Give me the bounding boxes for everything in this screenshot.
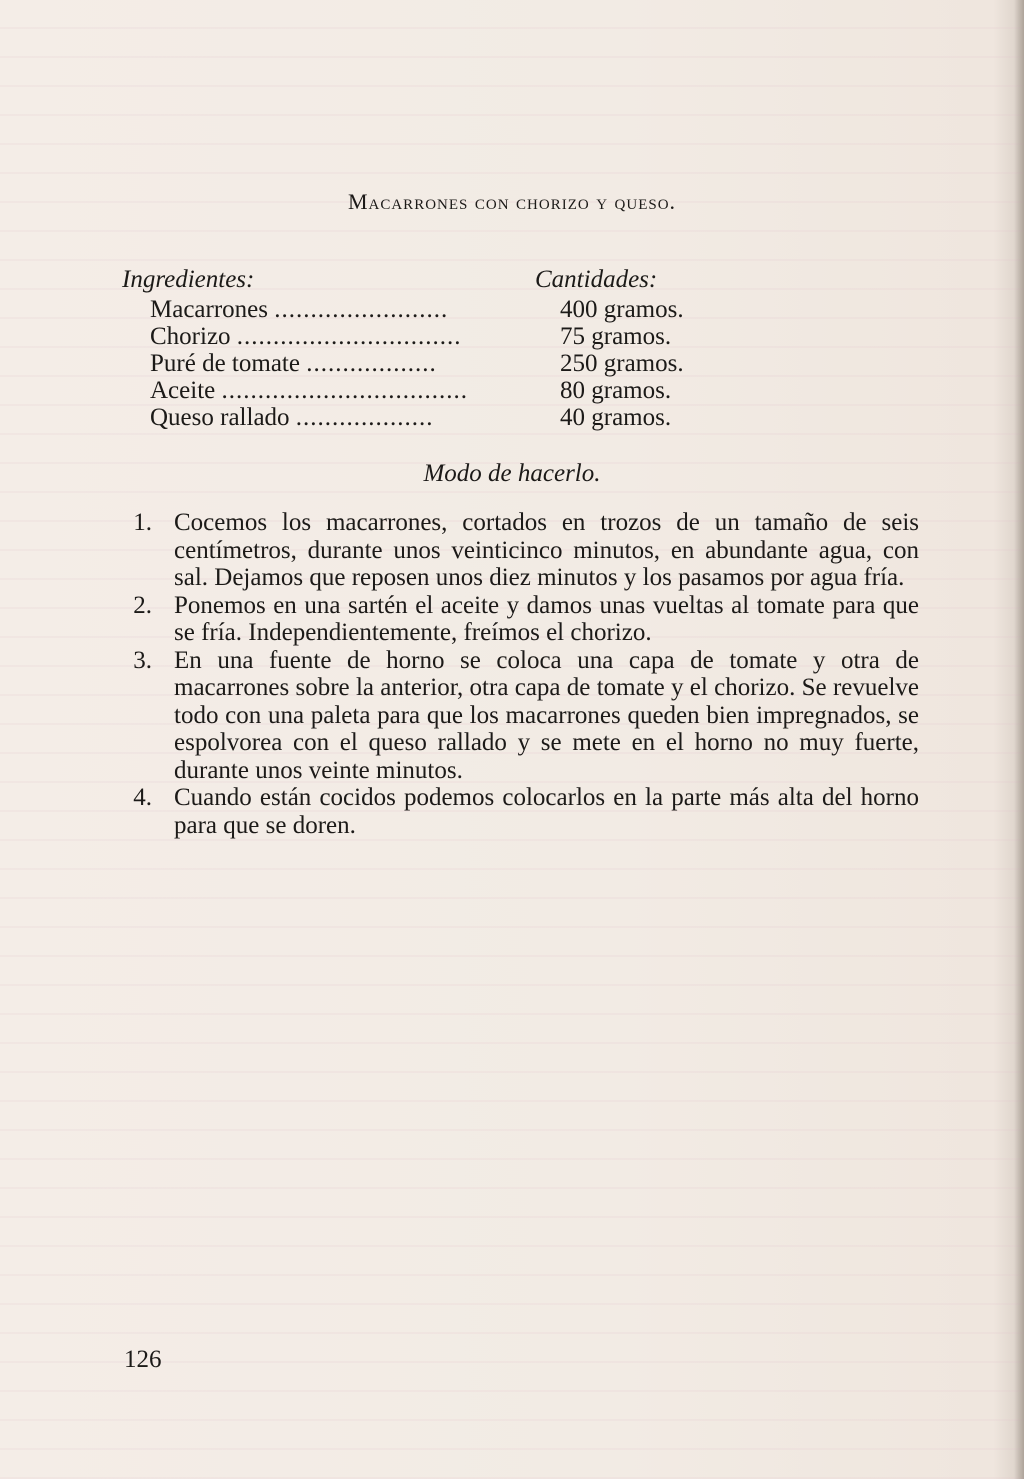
- step-number: 3.: [133, 646, 152, 674]
- ingredient-list: [150, 296, 730, 431]
- step-item: [124, 592, 919, 647]
- ingredient-name: Puré de tomate: [150, 350, 300, 377]
- step-number: 4.: [133, 784, 152, 811]
- ingredient-row: [150, 296, 730, 323]
- ingredient-name: Chorizo: [150, 323, 231, 350]
- step-text: Cocemos los macarrones, cortados en trozos de un tamaño de seis centímetros, durante unos veinticinco minutos, en abundante agua, con sal. Dejamos que reposen unos diez minutos y los pasamos por agua fría.: [174, 509, 919, 591]
- step-text: Ponemos en una sartén el aceite y damos unas vueltas al tomate para que se fría. Independientemente, freímos el chorizo.: [174, 591, 919, 646]
- step-list: [124, 509, 919, 839]
- step-item: [124, 509, 919, 592]
- ingredient-name: Queso rallado: [150, 404, 290, 431]
- leader-dots: ..................................: [221, 377, 468, 404]
- leader-dots: ........................: [274, 296, 449, 323]
- step-item: [124, 784, 919, 839]
- ingredient-quantity: 40 gramos.: [560, 404, 672, 431]
- ingredients-header: Ingredientes:: [122, 266, 255, 293]
- leader-dots: ...............................: [236, 323, 462, 350]
- ingredient-row: [150, 350, 730, 377]
- ingredient-quantity: 250 gramos.: [560, 350, 684, 377]
- ingredient-name: Aceite: [150, 377, 216, 404]
- step-number: 1.: [133, 509, 152, 536]
- page-edge-shadow: [1014, 0, 1024, 1479]
- ingredient-quantity: 80 gramos.: [560, 377, 672, 404]
- ingredient-row: [150, 323, 730, 350]
- recipe-title: Macarrones con chorizo y queso.: [347, 189, 677, 214]
- quantities-header: Cantidades:: [535, 266, 658, 293]
- leader-dots: ..................: [306, 350, 437, 377]
- method-title: Modo de hacerlo.: [423, 460, 601, 487]
- ingredient-quantity: 75 gramos.: [560, 323, 672, 350]
- ingredient-row: [150, 404, 730, 431]
- page-number: 126: [124, 1346, 162, 1373]
- leader-dots: ...................: [295, 404, 434, 431]
- ingredient-row: [150, 377, 730, 404]
- step-item: [124, 647, 919, 785]
- ingredient-name: Macarrones: [150, 296, 268, 323]
- step-text: Cuando están cocidos podemos colocarlos en la parte más alta del horno para que se doren.: [174, 784, 919, 839]
- step-text: En una fuente de horno se coloca una capa de tomate y otra de macarrones sobre la anterior, otra capa de tomate y el chorizo. Se revuelve todo con una paleta para que los macarrones queden bien impregnados, se espolvorea con el queso rallado y se mete en el horno no muy fuerte, durante unos veinte minutos.: [174, 646, 919, 784]
- ingredient-quantity: 400 gramos.: [560, 296, 684, 323]
- step-number: 2.: [133, 591, 152, 619]
